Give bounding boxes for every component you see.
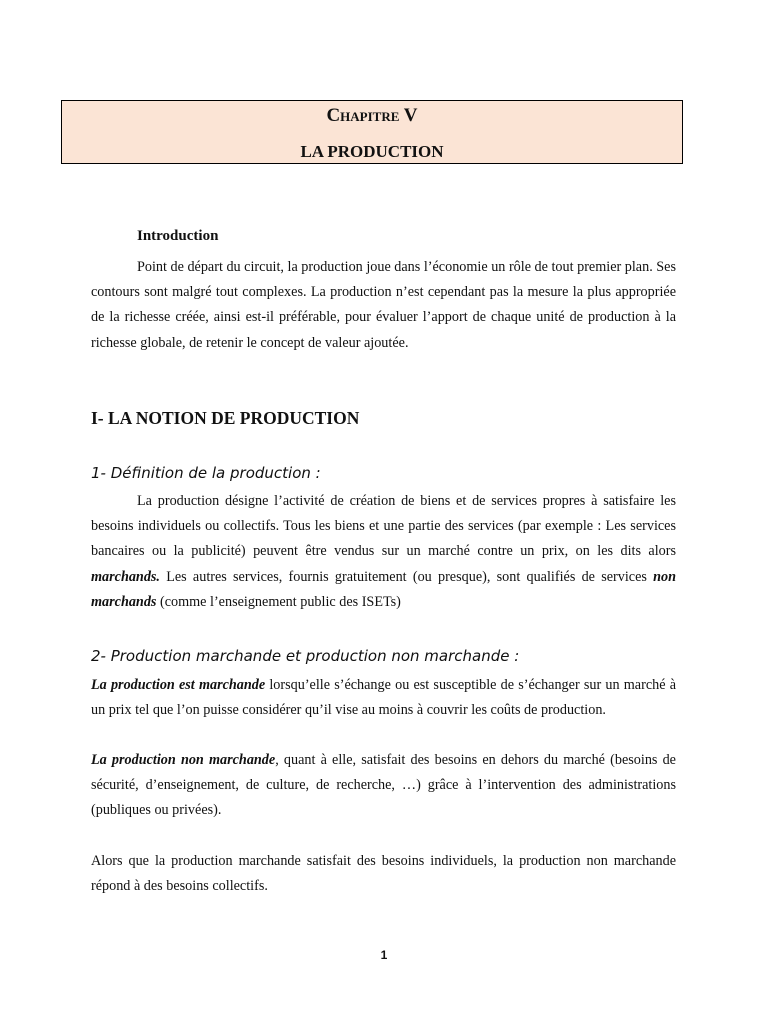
definition-text-a: La production désigne l’activité de création de biens et de services propres à satisfaire les besoins individuels ou collectifs. Tous les biens et une partie des services (par exemple : Les services bancaires ou la publicité) peuvent être vendus sur un marché contre un prix, on les dits alors <box>91 493 676 560</box>
chapter-header-box <box>61 100 683 164</box>
subsection-heading-marchande: 2- Production marchande et production non marchande : <box>91 647 520 665</box>
definition-paragraph <box>91 489 676 615</box>
section-heading-notion-production: I- LA NOTION DE PRODUCTION <box>91 408 360 428</box>
introduction-paragraph: Point de départ du circuit, la production joue dans l’économie un rôle de tout premier plan. Ses contours sont malgré tout complexes. La production n’est cependant pas la mesure la plus appropriée de la richesse créée, ainsi est-il préférable, pour évaluer l’apport de chaque unité de production à la richesse globale, de retenir le concept de valeur ajoutée. <box>91 259 676 351</box>
marchande-emphasis: La production est marchande <box>91 677 266 693</box>
chapter-number: Chapitre V <box>326 105 418 126</box>
chapter-title: LA PRODUCTION <box>300 142 444 161</box>
marchande-text: lorsqu’elle s’échange ou est susceptible de s’échanger sur un marché à un prix tel que l’on puisse considérer qu’il vise au moins à couvrir les coûts de production. <box>91 677 676 719</box>
conclusion-paragraph: Alors que la production marchande satisfait des besoins individuels, la production non marchande répond à des besoins collectifs. <box>91 853 676 895</box>
definition-emphasis-non-marchands: non marchands <box>91 568 676 610</box>
page-number: 1 <box>380 948 388 962</box>
subsection-heading-definition: 1- Définition de la production : <box>91 464 321 482</box>
definition-emphasis-marchands: marchands. <box>91 568 160 585</box>
marchande-paragraph <box>91 673 676 723</box>
definition-text-c: (comme l’enseignement public des ISETs) <box>156 593 401 610</box>
non-marchande-emphasis: La production non marchande <box>91 752 276 768</box>
introduction-heading: Introduction <box>137 228 219 244</box>
non-marchande-paragraph <box>91 748 676 824</box>
non-marchande-text: , quant à elle, satisfait des besoins en dehors du marché (besoins de sécurité, d’enseignement, de culture, de recherche, …) grâce à l’intervention des administrations (publiques ou privées). <box>91 752 676 819</box>
definition-text-b: Les autres services, fournis gratuitement (ou presque), sont qualifiés de services <box>159 568 654 585</box>
